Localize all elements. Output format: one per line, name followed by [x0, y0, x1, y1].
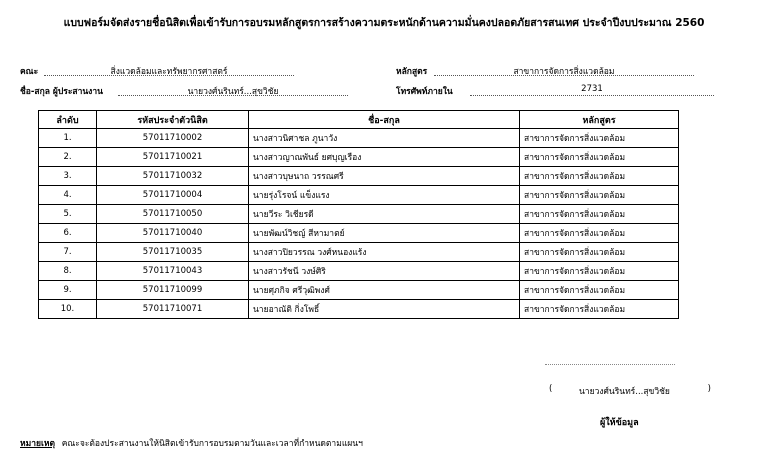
row-name: นายพัฒน์วิชญ์ สีหามาตย์ — [249, 224, 520, 243]
table-row — [39, 148, 679, 167]
coordinator-value: นายวงศ์นรินทร์...สุขวิชัย — [118, 84, 348, 96]
header-no: ลำดับ — [39, 111, 97, 129]
row-no: 7. — [39, 243, 97, 262]
signature-name: นายวงศ์นรินทร์...สุขวิชัย — [579, 387, 670, 397]
row-program: สาขาการจัดการสิ่งแวดล้อม — [520, 205, 679, 224]
row-name: นางสาวนิศาชล ภูนาวัง — [249, 129, 520, 148]
row-no: 9. — [39, 281, 97, 300]
row-student-id: 57011710002 — [97, 129, 249, 148]
row-student-id: 57011710040 — [97, 224, 249, 243]
table-row — [39, 243, 679, 262]
row-no: 10. — [39, 300, 97, 319]
faculty-value: สิ่งแวดล้อมและทรัพยากรศาสตร์ — [44, 64, 294, 76]
row-name: นายศุภกิจ ศรีวุฒิพงศ์ — [249, 281, 520, 300]
row-student-id: 57011710099 — [97, 281, 249, 300]
remark-text: คณะจะต้องประสานงานให้นิสิตเข้ารับการอบรมตามวันและเวลาที่กำหนดตามแผนฯ — [61, 439, 363, 449]
row-name: นางสาวบุษนาถ วรรณศรี — [249, 167, 520, 186]
table-header-row — [39, 111, 679, 129]
row-name: นายรุ่งโรจน์ แข็งแรง — [249, 186, 520, 205]
row-student-id: 57011710004 — [97, 186, 249, 205]
table-row — [39, 262, 679, 281]
info-row-faculty — [20, 64, 760, 78]
row-name: นางสาวปิยวรรณ วงศ์หนองแร้ง — [249, 243, 520, 262]
row-no: 1. — [39, 129, 97, 148]
phone-label: โทรศัพท์ภายใน — [396, 87, 453, 97]
table-row — [39, 300, 679, 319]
info-row-coordinator — [20, 84, 760, 98]
row-name: นางสาวญาณพันธ์ ยศบุญเรือง — [249, 148, 520, 167]
signature-role: ผู้ให้ข้อมูล — [600, 418, 639, 428]
row-program: สาขาการจัดการสิ่งแวดล้อม — [520, 300, 679, 319]
header-name: ชื่อ-สกุล — [249, 111, 520, 129]
row-program: สาขาการจัดการสิ่งแวดล้อม — [520, 243, 679, 262]
signature-line — [545, 364, 675, 365]
program-value: สาขาการจัดการสิ่งแวดล้อม — [434, 64, 694, 76]
row-no: 2. — [39, 148, 97, 167]
row-no: 5. — [39, 205, 97, 224]
row-program: สาขาการจัดการสิ่งแวดล้อม — [520, 148, 679, 167]
program-label: หลักสูตร — [396, 67, 428, 77]
row-program: สาขาการจัดการสิ่งแวดล้อม — [520, 167, 679, 186]
paren-open: ( — [549, 384, 553, 394]
remark-label: หมายเหตุ — [20, 439, 55, 449]
row-student-id: 57011710021 — [97, 148, 249, 167]
row-name: นายอาณัติ กิ่งโพธิ์ — [249, 300, 520, 319]
header-student-id: รหัสประจำตัวนิสิต — [97, 111, 249, 129]
paren-close: ) — [707, 384, 711, 394]
phone-value: 2731 — [470, 84, 714, 96]
row-no: 8. — [39, 262, 97, 281]
faculty-label: คณะ — [20, 67, 39, 77]
row-student-id: 57011710043 — [97, 262, 249, 281]
table-row — [39, 167, 679, 186]
row-program: สาขาการจัดการสิ่งแวดล้อม — [520, 262, 679, 281]
remark — [20, 436, 363, 450]
row-student-id: 57011710035 — [97, 243, 249, 262]
row-no: 3. — [39, 167, 97, 186]
row-program: สาขาการจัดการสิ่งแวดล้อม — [520, 281, 679, 300]
header-program: หลักสูตร — [520, 111, 679, 129]
table-row — [39, 129, 679, 148]
table-row — [39, 186, 679, 205]
table-row — [39, 224, 679, 243]
coordinator-label: ชื่อ-สกุล ผู้ประสานงาน — [20, 87, 103, 97]
row-student-id: 57011710050 — [97, 205, 249, 224]
row-student-id: 57011710032 — [97, 167, 249, 186]
row-name: นางสาวรัชนี วงษ์ศิริ — [249, 262, 520, 281]
form-title: แบบฟอร์มจัดส่งรายชื่อนิสิตเพื่อเข้ารับการอบรมหลักสูตรการสร้างความตระหนักด้านความมั่นคงปลอดภัยสารสนเทศ ประจำปีงบประมาณ 2560 — [63, 17, 705, 29]
row-program: สาขาการจัดการสิ่งแวดล้อม — [520, 224, 679, 243]
student-table — [38, 110, 679, 319]
table-row — [39, 205, 679, 224]
row-no: 4. — [39, 186, 97, 205]
table-row — [39, 281, 679, 300]
row-program: สาขาการจัดการสิ่งแวดล้อม — [520, 186, 679, 205]
row-no: 6. — [39, 224, 97, 243]
row-student-id: 57011710071 — [97, 300, 249, 319]
row-program: สาขาการจัดการสิ่งแวดล้อม — [520, 129, 679, 148]
row-name: นายวีระ วิเชียรดี — [249, 205, 520, 224]
